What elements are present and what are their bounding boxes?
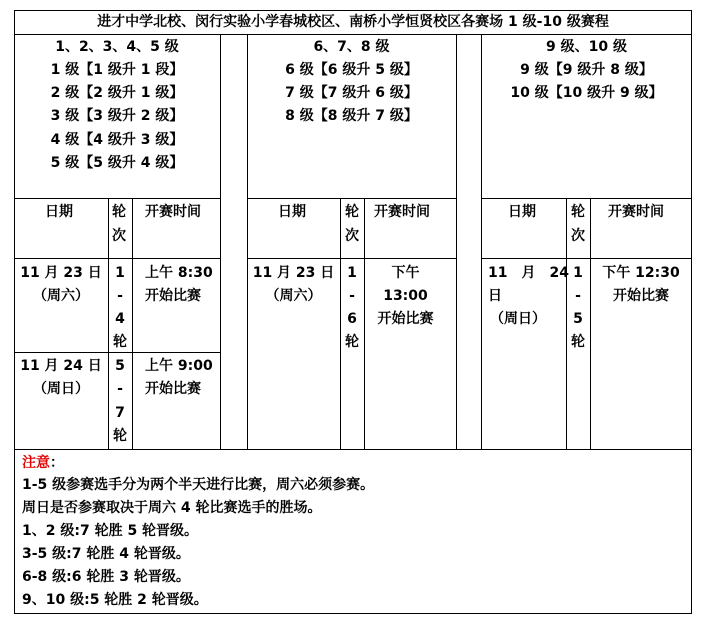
group2-header-date: 日期 <box>278 204 306 220</box>
notes-line-4: 3-5 级:7 轮胜 4 轮晋级。 <box>22 546 190 562</box>
group3-session1-round-dash: - <box>575 288 581 304</box>
line-group3-header-bottom <box>481 258 692 259</box>
group1-session1-weekday: （周六） <box>33 288 89 304</box>
group2-session1-round-end: 6 <box>347 311 357 327</box>
group2-session1-round-unit: 轮 <box>345 334 359 350</box>
group2-level-8: 8 级【8 级升 7 级】 <box>285 108 418 124</box>
group1-header-start: 开赛时间 <box>145 204 201 220</box>
group3-header-round-2: 次 <box>571 228 585 244</box>
group3-session1-round-end: 5 <box>573 311 583 327</box>
group2-session1-time-period: 下午 <box>391 265 420 281</box>
group1-header-round-1: 轮 <box>112 204 126 220</box>
line-group3-levels-bottom <box>481 198 692 199</box>
border-bottom <box>14 613 692 614</box>
notes-line-1: 1-5 级参赛选手分为两个半天进行比赛，周六必须参赛。 <box>22 477 375 493</box>
line-g3-col-round <box>590 198 591 450</box>
group1-level-2: 2 级【2 级升 1 级】 <box>50 85 184 101</box>
group1-level-3: 3 级【3 级升 2 级】 <box>50 108 184 124</box>
group3-session1-weekday: （周日） <box>490 311 546 327</box>
group1-level-5: 5 级【5 级升 4 级】 <box>50 155 184 171</box>
group1-levels-heading: 1、2、3、4、5 级 <box>55 39 179 55</box>
group1-session2-round-end: 7 <box>115 405 125 421</box>
group2-level-7: 7 级【7 级升 6 级】 <box>285 85 418 101</box>
group1-level-4: 4 级【4 级升 3 级】 <box>50 132 184 148</box>
notes-heading-row <box>22 452 64 475</box>
line-sep2-left <box>456 34 457 450</box>
notes-line-5: 6-8 级:6 轮胜 3 轮晋级。 <box>22 569 190 585</box>
group3-session1-date-day: 日 <box>488 288 502 304</box>
group3-header-date: 日期 <box>508 204 536 220</box>
group1-header-date: 日期 <box>45 204 73 220</box>
notes-line-6: 9、10 级:5 轮胜 2 轮晋级。 <box>22 592 208 608</box>
notes-heading: 注意 <box>22 455 50 471</box>
group2-header-start: 开赛时间 <box>374 204 430 220</box>
group1-session1-time-note: 开始比赛 <box>145 288 201 304</box>
group1-session2-time: 上午 9:00 <box>145 358 213 374</box>
notes-heading-colon: ： <box>50 455 64 471</box>
notes-line-3: 1、2 级:7 轮胜 5 轮晋级。 <box>22 523 199 539</box>
group3-session1-date: 11 月 24 <box>488 265 569 281</box>
group1-session2-date: 11 月 24 日 <box>20 358 102 374</box>
group1-session2-round-start: 5 <box>115 358 125 374</box>
group3-levels-heading: 9 级、10 级 <box>546 39 627 55</box>
line-group2-header-bottom <box>247 258 456 259</box>
group2-session1-weekday: （周六） <box>265 288 322 304</box>
group2-session1-time-note: 开始比赛 <box>377 311 434 327</box>
group3-session1-round-unit: 轮 <box>571 334 585 350</box>
group2-session1-round-start: 1 <box>347 265 357 281</box>
group2-levels-heading: 6、7、8 级 <box>313 39 390 55</box>
group3-header-round-1: 轮 <box>571 204 585 220</box>
line-g1-col-round <box>132 198 133 450</box>
group1-header-round-2: 次 <box>112 228 126 244</box>
line-group1-levels-bottom <box>14 198 220 199</box>
line-sep1-left <box>220 34 221 450</box>
line-group1-header-bottom <box>14 258 220 259</box>
group3-header-start: 开赛时间 <box>608 204 664 220</box>
group2-session1-time: 13:00 <box>383 288 428 304</box>
notes-line-2: 周日是否参赛取决于周六 4 轮比赛选手的胜场。 <box>22 500 322 516</box>
group3-session1-time-note: 开始比赛 <box>613 288 669 304</box>
group3-level-10: 10 级【10 级升 9 级】 <box>510 85 663 101</box>
group1-session1-date: 11 月 23 日 <box>20 265 102 281</box>
group1-session1-round-unit: 轮 <box>113 334 127 350</box>
group1-session1-round-dash: - <box>117 288 123 304</box>
group1-session2-round-unit: 轮 <box>113 428 127 444</box>
group2-header-round-1: 轮 <box>345 204 359 220</box>
group1-session2-time-note: 开始比赛 <box>145 381 201 397</box>
group3-level-9: 9 级【9 级升 8 级】 <box>520 62 653 78</box>
group1-session1-time: 上午 8:30 <box>145 265 213 281</box>
group2-header-round-2: 次 <box>345 228 359 244</box>
group2-level-6: 6 级【6 级升 5 级】 <box>285 62 418 78</box>
group2-session1-date: 11 月 23 日 <box>252 265 335 281</box>
group1-level-1: 1 级【1 级升 1 段】 <box>50 62 184 78</box>
group3-session1-round-start: 1 <box>573 265 583 281</box>
group1-session2-weekday: （周日） <box>33 381 89 397</box>
group1-session2-round-dash: - <box>117 381 123 397</box>
line-group2-levels-bottom <box>247 198 456 199</box>
group1-session1-round-end: 4 <box>115 311 125 327</box>
group1-session1-round-start: 1 <box>115 265 125 281</box>
group2-session1-round-dash: - <box>349 288 355 304</box>
page-title: 进才中学北校、闵行实验小学春城校区、南桥小学恒贤校区各赛场 1 级-10 级赛程 <box>97 14 609 30</box>
group3-session1-time: 下午 12:30 <box>602 265 680 281</box>
